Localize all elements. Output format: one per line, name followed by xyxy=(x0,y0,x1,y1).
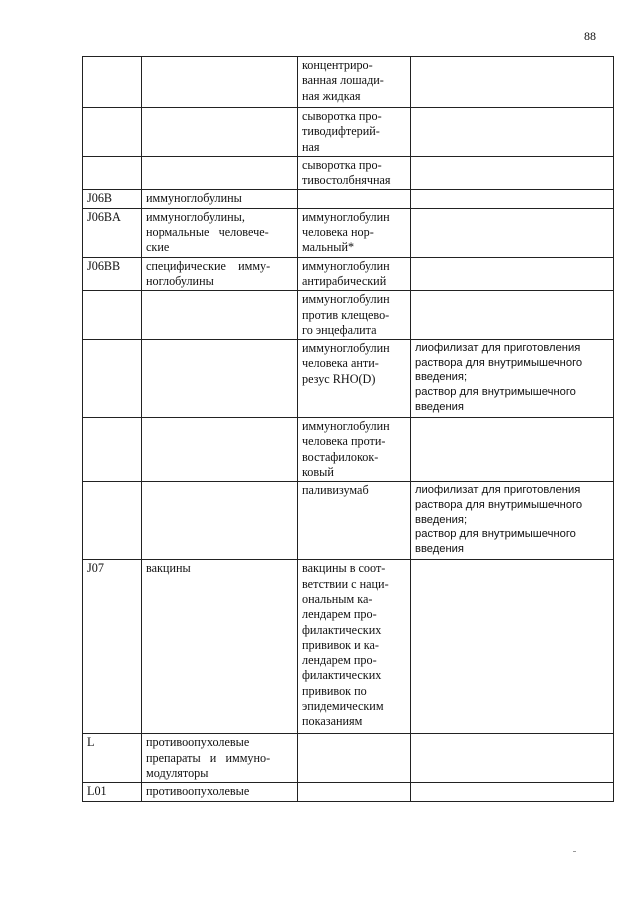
atc-code-cell xyxy=(83,208,142,257)
dosage-form-cell xyxy=(411,190,614,208)
drug-name-cell xyxy=(298,108,411,157)
atc-code-cell xyxy=(83,482,142,560)
drug-name-cell xyxy=(298,340,411,418)
atc-code-cell xyxy=(83,418,142,482)
group-name-cell xyxy=(142,208,298,257)
drug-name-cell xyxy=(298,57,411,108)
scan-speck xyxy=(573,851,576,852)
table-row xyxy=(83,57,614,108)
table-row xyxy=(83,291,614,340)
drug-name-cell xyxy=(298,734,411,783)
group-name-cell xyxy=(142,257,298,291)
drug-name-cell xyxy=(298,156,411,190)
atc-code-cell xyxy=(83,57,142,108)
drug-name: иммуноглобулин человека проти- востафилокок- ковый xyxy=(302,419,390,480)
atc-code-cell xyxy=(83,734,142,783)
dosage-form-cell xyxy=(411,208,614,257)
dosage-form-cell xyxy=(411,560,614,734)
drug-name: иммуноглобулин против клещево- го энцефалита xyxy=(302,292,390,337)
table-row xyxy=(83,482,614,560)
atc-code-cell xyxy=(83,783,142,801)
table-row xyxy=(83,418,614,482)
atc-code: L01 xyxy=(87,784,107,799)
dosage-form-cell xyxy=(411,734,614,783)
medication-table xyxy=(82,56,614,802)
table-row xyxy=(83,783,614,801)
group-name: специфические иммy- ноглобулины xyxy=(146,258,271,288)
dosage-form-cell xyxy=(411,156,614,190)
drug-name-cell xyxy=(298,783,411,801)
group-name-cell xyxy=(142,340,298,418)
dosage-form: лиофилизат для приготовления раствора для внутримышечного введения; раствор для внутримышечного введения xyxy=(415,342,583,413)
table-row xyxy=(83,340,614,418)
atc-code: L xyxy=(87,735,95,750)
drug-name-cell xyxy=(298,418,411,482)
dosage-form-cell xyxy=(411,291,614,340)
drug-name: паливизумаб xyxy=(302,483,369,498)
dosage-form-cell xyxy=(411,57,614,108)
group-name-cell xyxy=(142,190,298,208)
group-name: иммуноглобулины, нормальные человече- ские xyxy=(146,209,269,255)
table-row xyxy=(83,190,614,208)
group-name-cell xyxy=(142,156,298,190)
drug-name: сыворотка про- тивостолбнячная xyxy=(302,157,391,188)
atc-code: J06BB xyxy=(87,258,121,273)
dosage-form-cell xyxy=(411,340,614,418)
dosage-form-cell xyxy=(411,257,614,291)
drug-name-cell xyxy=(298,291,411,340)
drug-name-cell xyxy=(298,560,411,734)
drug-name-cell xyxy=(298,257,411,291)
dosage-form: лиофилизат для приготовления раствора для внутримышечного введения; раствор для внутримышечного введения xyxy=(415,484,583,555)
atc-code: J07 xyxy=(87,561,104,576)
dosage-form-cell xyxy=(411,783,614,801)
page-number: 88 xyxy=(584,29,596,43)
atc-code-cell xyxy=(83,560,142,734)
drug-name: иммуноглобулин человека анти- резус RHO(D) xyxy=(302,341,390,386)
table-row xyxy=(83,108,614,157)
atc-code-cell xyxy=(83,108,142,157)
group-name-cell xyxy=(142,482,298,560)
drug-name: вакцины в соот- ветствии с наци- ональным ка- лендарем про- филактических прививок и ка- лендарем про- филактических прививок по эпидемическим показаниям xyxy=(302,561,389,729)
group-name-cell xyxy=(142,418,298,482)
dosage-form-cell xyxy=(411,482,614,560)
group-name-cell xyxy=(142,291,298,340)
table-row xyxy=(83,156,614,190)
drug-name: сыворотка про- тиводифтерий- ная xyxy=(302,109,382,154)
drug-name-cell xyxy=(298,190,411,208)
drug-name-cell xyxy=(298,482,411,560)
atc-code-cell xyxy=(83,190,142,208)
atc-code-cell xyxy=(83,291,142,340)
dosage-form-cell xyxy=(411,108,614,157)
group-name-cell xyxy=(142,783,298,801)
dosage-form-cell xyxy=(411,418,614,482)
atc-code-cell xyxy=(83,257,142,291)
group-name: противоопухолевые препараты и иммуно- модуляторы xyxy=(146,735,271,780)
drug-name: концентриро- ванная лошади- ная жидкая xyxy=(302,58,384,103)
atc-code: J06BA xyxy=(87,209,121,224)
table-row xyxy=(83,734,614,783)
drug-name: иммуноглобулин человека нор- мальный* xyxy=(302,209,390,255)
atc-code-cell xyxy=(83,340,142,418)
atc-code-cell xyxy=(83,156,142,190)
drug-name: иммуноглобулин антирабический xyxy=(302,258,390,288)
group-name-cell xyxy=(142,734,298,783)
table-row xyxy=(83,560,614,734)
group-name: вакцины xyxy=(146,561,191,576)
atc-code: J06B xyxy=(87,191,113,206)
group-name-cell xyxy=(142,560,298,734)
table-row xyxy=(83,257,614,291)
group-name-cell xyxy=(142,108,298,157)
group-name: иммуноглобулины xyxy=(146,191,242,206)
table-row xyxy=(83,208,614,257)
group-name: противоопухолевые xyxy=(146,784,250,799)
group-name-cell xyxy=(142,57,298,108)
drug-name-cell xyxy=(298,208,411,257)
